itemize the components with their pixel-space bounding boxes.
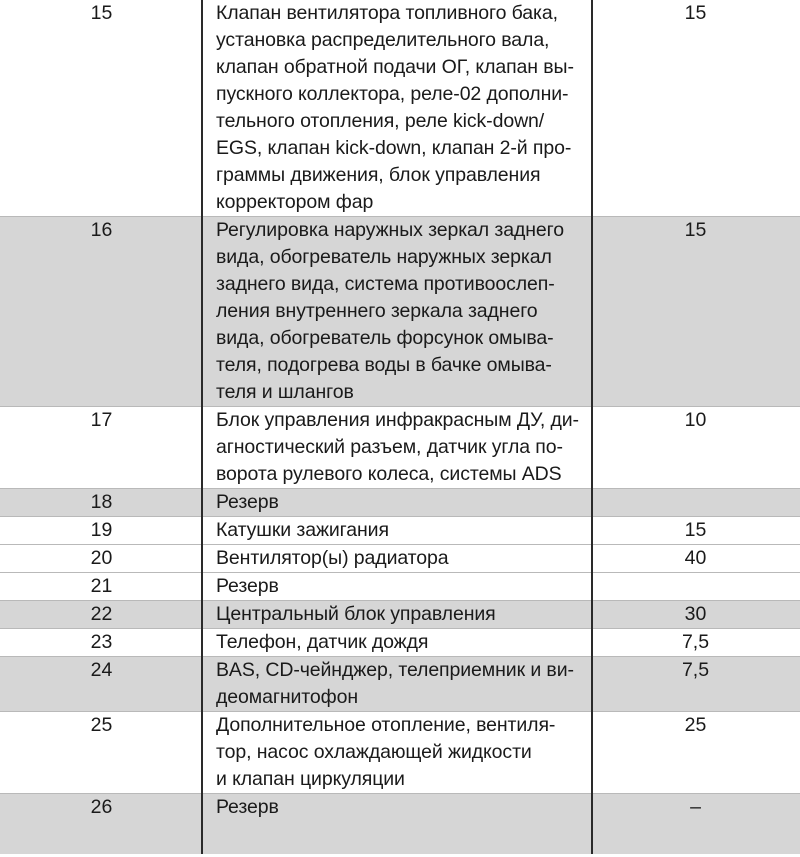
fuse-description: Резерв (216, 491, 279, 513)
table-row (0, 489, 800, 517)
table-row (0, 712, 800, 794)
table-row (0, 794, 800, 855)
fuse-description: Центральный блок управления (216, 603, 496, 625)
fuse-description-cell (202, 712, 592, 794)
fuse-number-cell (0, 629, 202, 657)
fuse-rating: 40 (684, 547, 707, 569)
fuse-rating-cell (592, 573, 800, 601)
fuse-number: 23 (90, 631, 113, 653)
fuse-description: Дополнительное отопление, вентиля- тор, насос охлаждающей жидкости и клапан циркуляции (216, 714, 556, 790)
fuse-rating-cell (592, 407, 800, 489)
fuse-number-cell (0, 489, 202, 517)
fuse-rating-cell (592, 517, 800, 545)
fuse-number-cell (0, 573, 202, 601)
fuse-description: Регулировка наружных зеркал заднего вида, обогреватель наружных зеркал заднего вида, система противоослеп- ления внутреннего зеркала заднего вида, обогреватель форсунок омыва- теля, подогрева воды в бачке омыва- теля и шлангов (216, 219, 564, 403)
fuse-description-cell (202, 794, 592, 855)
fuse-description-cell (202, 407, 592, 489)
fuse-description-cell (202, 601, 592, 629)
fuse-description-cell (202, 0, 592, 217)
fuse-rating-cell (592, 794, 800, 855)
fuse-number: 17 (90, 409, 113, 431)
fuse-description: Вентилятор(ы) радиатора (216, 547, 449, 569)
fuse-description-cell (202, 629, 592, 657)
fuse-number-cell (0, 407, 202, 489)
table-row (0, 0, 800, 217)
fuse-rating: – (690, 796, 701, 818)
fuse-number-cell (0, 517, 202, 545)
fuse-number-cell (0, 794, 202, 855)
fuse-rating: 15 (684, 219, 707, 241)
fuse-number: 18 (90, 491, 113, 513)
table-row (0, 545, 800, 573)
fuse-rating-cell (592, 629, 800, 657)
fuse-description-cell (202, 517, 592, 545)
fuse-number: 25 (90, 714, 113, 736)
fuse-number: 26 (90, 796, 113, 818)
fuse-description: Телефон, датчик дождя (216, 631, 429, 653)
table-row (0, 217, 800, 407)
fuse-rating: 10 (684, 409, 707, 431)
fuse-rating: 7,5 (681, 659, 710, 681)
table-row (0, 407, 800, 489)
fuse-number-cell (0, 657, 202, 712)
table-row (0, 517, 800, 545)
fuse-number: 21 (90, 575, 113, 597)
fuse-rating: 30 (684, 603, 707, 625)
fuse-number-cell (0, 0, 202, 217)
fuse-rating: 15 (684, 519, 707, 541)
fuse-rating-cell (592, 545, 800, 573)
fuse-number-cell (0, 601, 202, 629)
fuse-rating: 7,5 (681, 631, 710, 653)
fuse-description-cell (202, 573, 592, 601)
fuse-description-cell (202, 657, 592, 712)
fuse-number: 15 (90, 2, 113, 24)
fuse-description-cell (202, 489, 592, 517)
fuse-description: Клапан вентилятора топливного бака, установка распределительного вала, клапан обратной подачи ОГ, клапан вы- пускного коллектора, реле-02 дополни- тельного отопления, реле kick-down/ EGS, клапан kick-down, клапан 2-й про- граммы движения, блок управления корректором фар (216, 2, 574, 213)
fuse-rating: 25 (684, 714, 707, 736)
fuse-number-cell (0, 545, 202, 573)
fuse-description-cell (202, 545, 592, 573)
fuse-description: BAS, CD-чейнджер, телеприемник и ви- деомагнитофон (216, 659, 574, 708)
table-row (0, 657, 800, 712)
fuse-description: Катушки зажигания (216, 519, 389, 541)
fuse-description: Резерв (216, 796, 279, 818)
fuse-number: 19 (90, 519, 113, 541)
fuse-rating-cell (592, 657, 800, 712)
fuse-number: 16 (90, 219, 113, 241)
fuse-number-cell (0, 712, 202, 794)
fuse-rating-cell (592, 712, 800, 794)
table-row (0, 573, 800, 601)
fuse-rating-cell (592, 0, 800, 217)
fuse-description-cell (202, 217, 592, 407)
fuse-description: Резерв (216, 575, 279, 597)
fuse-number-cell (0, 217, 202, 407)
table-row (0, 629, 800, 657)
table-row (0, 601, 800, 629)
fuse-description: Блок управления инфракрасным ДУ, ди- агностический разъем, датчик угла по- ворота рулевого колеса, системы ADS (216, 409, 579, 485)
fuse-rating-cell (592, 217, 800, 407)
fuse-number: 24 (90, 659, 113, 681)
fuse-rating-cell (592, 601, 800, 629)
fuse-number: 20 (90, 547, 113, 569)
fuse-rating-cell (592, 489, 800, 517)
fuse-rating: 15 (684, 2, 707, 24)
fuse-number: 22 (90, 603, 113, 625)
